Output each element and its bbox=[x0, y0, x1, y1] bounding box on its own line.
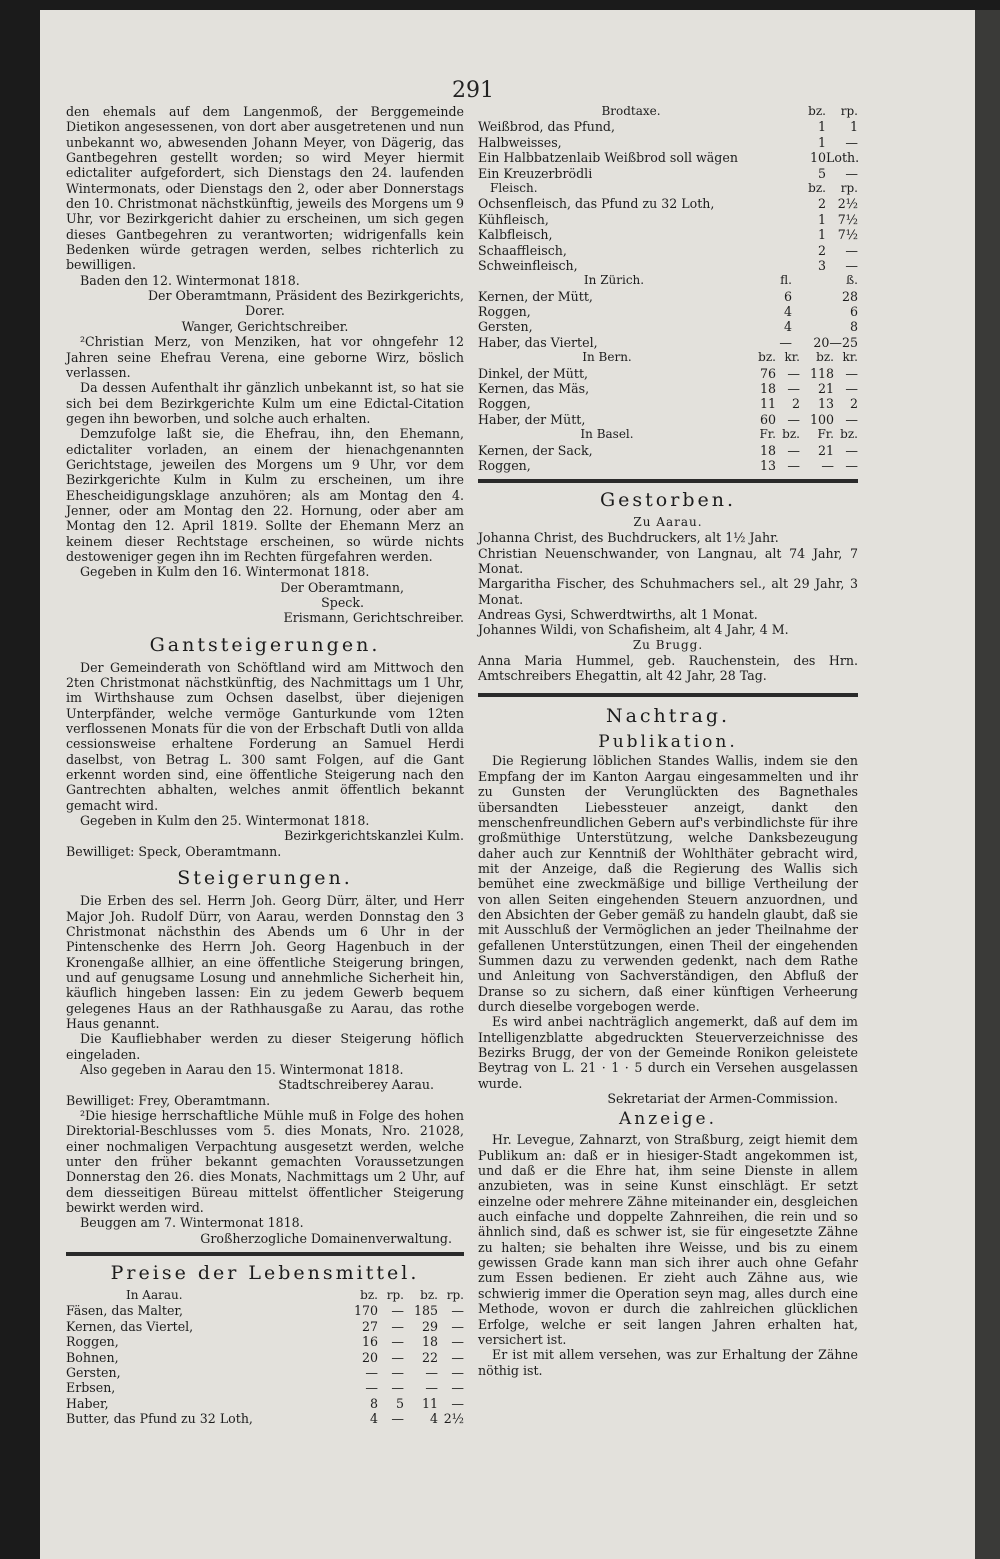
gant-date: Gegeben in Kulm den 25. Wintermonat 1818. bbox=[80, 813, 370, 829]
bern-value: — bbox=[787, 411, 800, 427]
aarau-price-value: 8 bbox=[369, 1395, 378, 1411]
publikation-p1: Die Regierung löblichen Standes Wallis, indem sie den Empfang der im Kanton Aargau eingesammelten und ihr zu Gunsten der Verunglückten des Bagnethales übersandten Liebessteuer anzeigt, dankt den menschenfreundlichen Gebern auf's verbindlichste für ihre großmüthige Unterstützung, welche Danksbezeugung daher auch zur Kenntniß der Wohlthäter gebracht wird, mit der Anzeige, daß die Regierung des Wallis sich bemühet eine zweckmäßige und billige Vertheilung der von allen Seiten eingehenden Steuern anzuordnen, und den Absichten der Geber gemäß zu handeln glaubt, daß sie mit Ausschluß der Vermöglichen an jeder Theilnahme der gefallenen Unterstützungen, einen Theil der eingehenden Summen dazu zu verwenden gedenkt, nach dem Rathe und Anleitung von Sachverständigen, den Abfluß der Dranse so zu sichern, daß einer künftigen Verheerung durch dieselbe vorgebogen werde. bbox=[478, 753, 858, 1014]
steig-p1: Die Erben des sel. Herrn Joh. Georg Dürr, älter, und Herr Major Joh. Rudolf Dürr, von Aarau, werden Donnstag den 3 Christmonat nächsthin des Abends um 6 Uhr in der Pintenschenke des Herrn Joh. Georg Hagenbuch in der Kronengaße allhier, an eine öffentliche Steigerung bringen, und auf genugsame Losung und annehmliche Sicherheit hin, käuflich hingeben lassen: Ein zu jedem Gewerb bequem gelegenes Haus an der Rathhausgaße zu Aarau, das rothe Haus genannt. bbox=[66, 893, 464, 1031]
bern-value: 2 bbox=[791, 396, 800, 412]
aarau-price-value: 18 bbox=[421, 1334, 438, 1350]
aarau-price-item: Roggen, bbox=[66, 1334, 119, 1350]
gestorben-entry: Margaritha Fischer, des Schuhmachers sel., alt 29 Jahr, 3 Monat. bbox=[478, 576, 858, 607]
aarau-price-value: — bbox=[391, 1334, 404, 1350]
brodtaxe-value: 10 bbox=[809, 150, 826, 166]
aarau-price-row bbox=[66, 1380, 464, 1395]
brodtaxe-value: 1 bbox=[817, 119, 826, 135]
aarau-price-value: — bbox=[451, 1349, 464, 1365]
notice-merz-p3: Demzufolge laßt sie, die Ehefrau, ihn, den Ehemann, edictaliter vorladen, an einem der hienachgenannten Gerichtstage, jeweilen des Morgens um 9 Uhr, vor dem Bezirkgerichte Kulm in Kulm zu erscheinen, um ihre Ehescheidigungsklage anzuhören; als am Montag den 4. Jenner, oder am Montag den 22. Hornung, oder aber am Montag den 12. April 1819. Sollte der Ehemann Merz an keinem dieser Rechtstage erscheinen, so würde nichts destoweniger gegen ihn im Rechten fürgefahren werden. bbox=[66, 426, 464, 564]
aarau-price-value: — bbox=[391, 1380, 404, 1396]
basel-value: — bbox=[821, 457, 834, 473]
bern-row bbox=[478, 381, 858, 396]
aarau-price-item: Butter, das Pfund zu 32 Loth, bbox=[66, 1411, 253, 1427]
zurich-row bbox=[478, 289, 858, 304]
aarau-price-table bbox=[66, 1303, 464, 1426]
bern-value: — bbox=[787, 365, 800, 381]
fleisch-value: 1 bbox=[817, 211, 826, 227]
section-title-nachtrag: Nachtrag. bbox=[605, 705, 731, 728]
aarau-price-row bbox=[66, 1350, 464, 1365]
bern-row bbox=[478, 412, 858, 427]
bern-value: — bbox=[845, 365, 858, 381]
divider bbox=[478, 479, 858, 483]
notice-merz-p2: Da dessen Aufenthalt ihr gänzlich unbekannt ist, so hat sie sich bei dem Bezirkgerichte Kulm um eine Edictal-Citation gegen ihn beworben, und solche auch erhalten. bbox=[66, 380, 464, 426]
brodtaxe-item: Ein Halbbatzenlaib Weißbrod soll wägen bbox=[478, 150, 738, 166]
fleisch-header: Fleisch. bz. rp. bbox=[490, 180, 858, 195]
aarau-price-value: 29 bbox=[421, 1318, 438, 1334]
aarau-price-value: — bbox=[365, 1365, 378, 1381]
aarau-price-value: — bbox=[451, 1395, 464, 1411]
notice-meyer-text: den ehemals auf dem Langenmoß, der Berggemeinde Dietikon angesessenen, von dort aber ausgetretenen und nun unbekannt wo, abwesenden Johann Meyer, von Dägerig, das Gantbegehren gestellt worden; so wird Meyer hiermit edictaliter aufgefordert, sich Dienstags den 24. laufenden Wintermonats, oder Dienstags den 2, oder aber Donnerstags den 10. Christmonat nächstkünftig, jeweils des Morgens um 9 Uhr, vor Bezirkgericht dahier zu erscheinen, um sich gegen dieses Gantbegehren zu verantworten; widrigenfalls kein Bedenken würde getragen werden, selbes richterlich zu bewilligen. bbox=[66, 104, 464, 273]
divider bbox=[66, 1252, 464, 1256]
aarau-price-value: 2½ bbox=[443, 1411, 464, 1427]
aarau-price-value: — bbox=[451, 1334, 464, 1350]
zurich-value: 4 bbox=[783, 319, 792, 335]
bern-header: In Bern. bz. kr. bz. kr. bbox=[582, 350, 858, 365]
bern-value: 2 bbox=[849, 396, 858, 412]
steig-sig1: Stadtschreiberey Aarau. bbox=[278, 1077, 434, 1093]
zurich-item: Roggen, bbox=[478, 304, 531, 320]
aarau-price-value: 22 bbox=[421, 1349, 438, 1365]
notice-meyer-clerk: Wanger, Gerichtschreiber. bbox=[181, 318, 349, 334]
muehle-sig: Großherzogliche Domainenverwaltung. bbox=[200, 1230, 452, 1246]
zurich-row bbox=[478, 335, 858, 350]
bern-item: Dinkel, der Mütt, bbox=[478, 365, 589, 381]
section-title-publikation: Publikation. bbox=[598, 732, 738, 753]
aarau-price-value: — bbox=[391, 1349, 404, 1365]
brodtaxe-item: Ein Kreuzerbrödli bbox=[478, 165, 593, 181]
aarau-price-item: Erbsen, bbox=[66, 1380, 116, 1396]
basel-value: — bbox=[845, 457, 858, 473]
zurich-value: — bbox=[779, 334, 792, 350]
aarau-price-row bbox=[66, 1365, 464, 1380]
gestorben-brugg-heading: Zu Brugg. bbox=[632, 637, 704, 652]
zurich-value: 20—25 bbox=[813, 334, 858, 350]
aarau-price-value: 20 bbox=[361, 1349, 378, 1365]
aarau-price-value: — bbox=[391, 1365, 404, 1381]
basel-table bbox=[478, 443, 858, 474]
gestorben-entry: Johanna Christ, des Buchdruckers, alt 1½ Jahr. bbox=[478, 530, 779, 546]
aarau-price-value: 27 bbox=[361, 1318, 378, 1334]
bern-value: 11 bbox=[759, 396, 776, 412]
left-column bbox=[66, 104, 464, 1427]
brodtaxe-value: 5 bbox=[817, 165, 826, 181]
section-title-gantsteigerungen: Gantsteigerungen. bbox=[149, 633, 381, 656]
bern-value: — bbox=[845, 381, 858, 397]
basel-row bbox=[478, 443, 858, 458]
aarau-price-value: 170 bbox=[353, 1303, 378, 1319]
aarau-price-header: In Aarau. bz. rp. bz. rp. bbox=[126, 1288, 464, 1303]
fleisch-row bbox=[478, 196, 858, 211]
fleisch-item: Kühfleisch, bbox=[478, 211, 549, 227]
fleisch-item: Kalbfleisch, bbox=[478, 227, 553, 243]
basel-value: — bbox=[845, 442, 858, 458]
notice-meyer-signature: Der Oberamtmann, Präsident des Bezirkgerichts, bbox=[147, 288, 464, 304]
muehle-p1: ²Die hiesige herrschaftliche Mühle muß in Folge des hohen Direktorial-Beschlusses vom 5. dies Monats, Nro. 21028, einer nochmaligen Verpachtung ausgesetzt werden, welche unter den früher bekannt gemachten Voraussetzungen Donnerstag den 26. dies Monats, Nachmittags um 2 Uhr, auf dem diesseitigen Büreau mittelst öffentlicher Steigerung bewirkt werden wird. bbox=[66, 1107, 464, 1216]
fleisch-item: Ochsenfleisch, das Pfund zu 32 Loth, bbox=[478, 196, 715, 212]
aarau-price-item: Kernen, das Viertel, bbox=[66, 1318, 194, 1334]
gant-p1: Der Gemeinderath von Schöftland wird am Mittwoch den 2ten Christmonat nächstkünftig, des Nachmittags um 1 Uhr, im Wirthshause zum Ochsen daselbst, über diejenigen Unterpfänder, welche vermöge Ganturkunde vom 12ten verflossenen Monats für die von der Erbschaft Dutli von allda cessionsweise erhaltene Forderung an Samuel Herdi daselbst, von Betrag L. 300 samt Folgen, auf die Gant erkennt worden sind, eine öffentliche Steigerung nach den Gantrechten abhalten, welches anmit öffentlich bekannt gemacht wird. bbox=[66, 659, 464, 813]
aarau-price-row bbox=[66, 1396, 464, 1411]
aarau-price-value: 11 bbox=[421, 1395, 438, 1411]
aarau-price-value: — bbox=[391, 1318, 404, 1334]
fleisch-value: 2 bbox=[817, 242, 826, 258]
basel-row bbox=[478, 458, 858, 473]
aarau-price-value: — bbox=[451, 1380, 464, 1396]
fleisch-item: Schaaffleisch, bbox=[478, 242, 567, 258]
brodtaxe-header: Brodtaxe. bz. rp. bbox=[601, 104, 858, 118]
aarau-price-value: 16 bbox=[361, 1334, 378, 1350]
brodtaxe-value: 1 bbox=[817, 134, 826, 150]
zurich-table bbox=[478, 289, 858, 351]
brodtaxe-row bbox=[478, 119, 858, 134]
aarau-price-value: — bbox=[451, 1365, 464, 1381]
aarau-price-row bbox=[66, 1411, 464, 1426]
publikation-p2: Es wird anbei nachträglich angemerkt, daß auf dem im Intelligenzblatte abgedruckten Steuerverzeichnisse des Bezirks Brugg, der von der Gemeinde Ronikon geleistete Beytrag von L. 21 · 1 · 5 durch ein Versehen ausgelassen wurde. bbox=[478, 1014, 858, 1091]
zurich-value: 8 bbox=[849, 319, 858, 335]
gestorben-brugg-entry: Anna Maria Hummel, geb. Rauchenstein, des Hrn. Amtschreibers Ehegattin, alt 42 Jahr, 28 Tag. bbox=[478, 652, 858, 684]
zurich-item: Haber, das Viertel, bbox=[478, 334, 598, 350]
publikation-signature: Sekretariat der Armen-Commission. bbox=[607, 1091, 838, 1107]
gestorben-entry: Johannes Wildi, von Schafisheim, alt 4 Jahr, 4 M. bbox=[478, 622, 789, 638]
aarau-price-row bbox=[66, 1303, 464, 1318]
gestorben-aarau-heading: Zu Aarau. bbox=[633, 515, 703, 530]
brodtaxe-value: — bbox=[845, 134, 858, 150]
bern-value: 18 bbox=[759, 381, 776, 397]
gestorben-entry: Andreas Gysi, Schwerdtwirths, alt 1 Monat. bbox=[478, 607, 758, 623]
bern-value: 60 bbox=[759, 411, 776, 427]
anzeige-p1: Hr. Levegue, Zahnarzt, von Straßburg, zeigt hiemit dem Publikum an: daß er in hiesiger-Stadt angekommen ist, und daß er die Ehre hat, ihm seine Dienste in allem anzubieten, was in seine Kunst einschlägt. Er setzt einzelne oder mehrere Zähne miteinander ein, desgleichen auch einfache und doppelte Zahnreihen, die rein und so ähnlich sind, daß es schwer ist, sie für eingesetzte Zähne zu halten; sie behalten ihre Weisse, und bis zu einem gewissen Grade kann man sich ihrer auch ohne Gefahr zum Essen bedienen. Er zieht auch Zähne aus, wie schwierig immer die Operation seyn mag, alles durch eine Methode, wovon er durch die zahlreichen glücklichen Erfolge, welche er seit langen Jahren erhalten hat, versichert ist. bbox=[478, 1132, 858, 1347]
zurich-value: 4 bbox=[783, 304, 792, 320]
aarau-price-value: — bbox=[391, 1303, 404, 1319]
basel-value: 21 bbox=[817, 442, 834, 458]
bern-item: Haber, der Mütt, bbox=[478, 411, 586, 427]
zurich-row bbox=[478, 304, 858, 319]
aarau-price-value: — bbox=[365, 1380, 378, 1396]
brodtaxe-table bbox=[478, 119, 858, 181]
fleisch-row bbox=[478, 258, 858, 273]
fleisch-value: 7½ bbox=[837, 227, 858, 243]
aarau-price-item: Bohnen, bbox=[66, 1349, 119, 1365]
gant-sig2: Bewilliget: Speck, Oberamtmann. bbox=[66, 843, 282, 859]
brodtaxe-row bbox=[478, 135, 858, 150]
fleisch-value: — bbox=[845, 257, 858, 273]
bern-value: — bbox=[845, 411, 858, 427]
bern-value: 76 bbox=[759, 365, 776, 381]
page-number: 291 bbox=[452, 78, 494, 103]
section-title-gestorben: Gestorben. bbox=[599, 489, 736, 512]
aarau-price-row bbox=[66, 1319, 464, 1334]
aarau-price-value: — bbox=[391, 1411, 404, 1427]
notice-merz-date: Gegeben in Kulm den 16. Wintermonat 1818. bbox=[80, 564, 370, 580]
basel-item: Kernen, der Sack, bbox=[478, 442, 593, 458]
fleisch-row bbox=[478, 212, 858, 227]
notice-merz-sig1: Der Oberamtmann, bbox=[280, 579, 404, 595]
notice-merz-sig3: Erismann, Gerichtschreiber. bbox=[283, 610, 464, 626]
aarau-price-value: — bbox=[425, 1380, 438, 1396]
divider bbox=[478, 693, 858, 697]
steig-sig2: Bewilliget: Frey, Oberamtmann. bbox=[66, 1092, 271, 1108]
bern-value: 13 bbox=[817, 396, 834, 412]
zurich-item: Kernen, der Mütt, bbox=[478, 288, 593, 304]
fleisch-row bbox=[478, 227, 858, 242]
aarau-price-value: — bbox=[451, 1303, 464, 1319]
right-column bbox=[478, 104, 858, 1378]
section-title-preise: Preise der Lebensmittel. bbox=[110, 1262, 420, 1285]
fleisch-table bbox=[478, 196, 858, 273]
fleisch-value: 3 bbox=[817, 257, 826, 273]
notice-meyer-signature-name: Dorer. bbox=[245, 303, 285, 319]
gestorben-list bbox=[478, 530, 858, 637]
gestorben-entry: Christian Neuenschwander, von Langnau, alt 74 Jahr, 7 Monat. bbox=[478, 545, 858, 577]
basel-header: In Basel. Fr. bz. Fr. bz. bbox=[580, 427, 858, 442]
notice-meyer-date: Baden den 12. Wintermonat 1818. bbox=[80, 272, 300, 288]
zurich-row bbox=[478, 319, 858, 334]
fleisch-value: 2 bbox=[817, 196, 826, 212]
fleisch-value: 7½ bbox=[837, 211, 858, 227]
aarau-price-value: 4 bbox=[369, 1411, 378, 1427]
brodtaxe-item: Halbweisses, bbox=[478, 134, 562, 150]
zurich-header: In Zürich. fl. ß. bbox=[583, 273, 858, 288]
brodtaxe-row bbox=[478, 150, 858, 165]
notice-merz-p1: ²Christian Merz, von Menziken, hat vor ohngefehr 12 Jahren seine Ehefrau Verena, eine geborne Wirz, böslich verlassen. bbox=[66, 334, 464, 380]
aarau-price-item: Fäsen, das Malter, bbox=[66, 1303, 184, 1319]
basel-value: 13 bbox=[759, 457, 776, 473]
bern-value: 118 bbox=[809, 365, 834, 381]
bern-table bbox=[478, 366, 858, 428]
basel-value: — bbox=[787, 457, 800, 473]
aarau-price-value: — bbox=[451, 1318, 464, 1334]
fleisch-value: 2½ bbox=[837, 196, 858, 212]
muehle-date: Beuggen am 7. Wintermonat 1818. bbox=[80, 1215, 304, 1231]
basel-value: 18 bbox=[759, 442, 776, 458]
gant-sig1: Bezirkgerichtskanzlei Kulm. bbox=[284, 828, 464, 844]
fleisch-row bbox=[478, 243, 858, 258]
bern-item: Kernen, das Mäs, bbox=[478, 381, 590, 397]
zurich-value: 6 bbox=[849, 304, 858, 320]
zurich-value: 6 bbox=[783, 288, 792, 304]
bern-value: 100 bbox=[809, 411, 834, 427]
bern-row bbox=[478, 366, 858, 381]
section-title-anzeige: Anzeige. bbox=[618, 1109, 718, 1130]
fleisch-value: 1 bbox=[817, 227, 826, 243]
zurich-item: Gersten, bbox=[478, 319, 533, 335]
aarau-price-item: Haber, bbox=[66, 1395, 109, 1411]
notice-merz-sig2: Speck. bbox=[321, 595, 364, 610]
basel-item: Roggen, bbox=[478, 457, 531, 473]
brodtaxe-value: 1 bbox=[849, 119, 858, 135]
anzeige-p2: Er ist mit allem versehen, was zur Erhaltung der Zähne nöthig ist. bbox=[478, 1347, 858, 1378]
aarau-price-value: 4 bbox=[429, 1411, 438, 1427]
aarau-price-item: Gersten, bbox=[66, 1365, 121, 1381]
page-edge bbox=[975, 10, 1000, 1559]
aarau-price-value: 185 bbox=[413, 1303, 438, 1319]
fleisch-value: — bbox=[845, 242, 858, 258]
aarau-price-value: 5 bbox=[395, 1395, 404, 1411]
bern-row bbox=[478, 396, 858, 411]
brodtaxe-row bbox=[478, 166, 858, 181]
steig-p2: Die Kaufliebhaber werden zu dieser Steigerung höflich eingeladen. bbox=[66, 1031, 464, 1062]
fleisch-item: Schweinfleisch, bbox=[478, 257, 578, 273]
brodtaxe-item: Weißbrod, das Pfund, bbox=[478, 119, 615, 135]
bern-value: — bbox=[787, 381, 800, 397]
basel-value: — bbox=[787, 442, 800, 458]
aarau-price-value: — bbox=[425, 1365, 438, 1381]
bern-item: Roggen, bbox=[478, 396, 531, 412]
section-title-steigerungen: Steigerungen. bbox=[177, 867, 353, 890]
brodtaxe-value: — bbox=[845, 165, 858, 181]
aarau-price-row bbox=[66, 1334, 464, 1349]
bern-value: 21 bbox=[817, 381, 834, 397]
steig-date: Also gegeben in Aarau den 15. Wintermonat 1818. bbox=[80, 1061, 404, 1077]
brodtaxe-value: Loth. bbox=[826, 150, 860, 166]
zurich-value: 28 bbox=[841, 288, 858, 304]
